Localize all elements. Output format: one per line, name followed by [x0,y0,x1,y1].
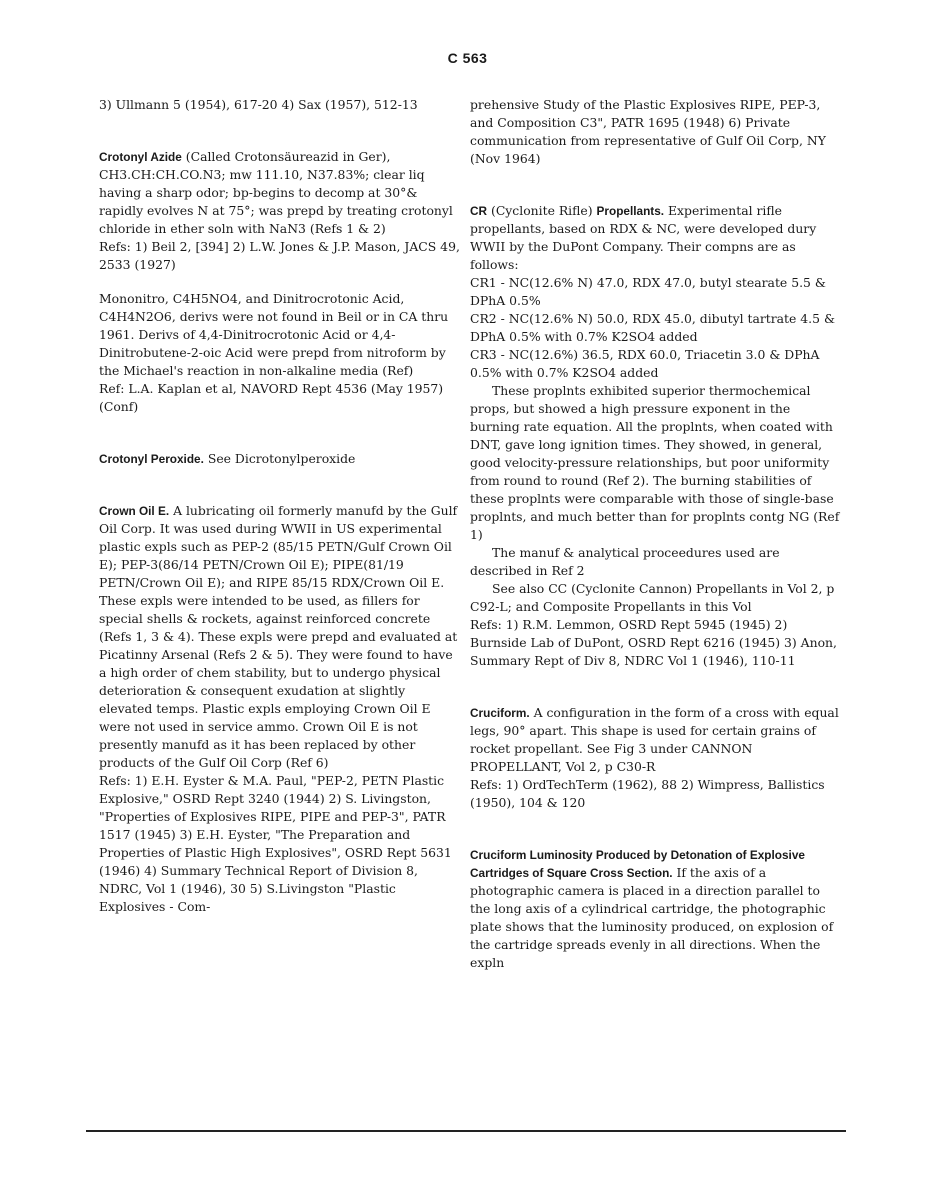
entry-title: Cruciform. [470,706,530,720]
entry-refs: Refs: 1) E.H. Eyster & M.A. Paul, "PEP-2, PETN Plastic Explosive," OSRD Rept 3240 (1944) 2) S. Livingston, "Properties of Explosives RIPE, PIPE and PEP-3", PATR 1517 (1945) 3) E.H. Eyster, "The Preparation and Properties of Plastic High Explosives", OSRD Rept 5631 (1946) 4) Summary Technical Report of Division 8, NDRC, Vol 1 (1946), 30 5) S.Livingston "Plastic Explosives - Com- [99,773,452,914]
entry-title: Propellants. [596,204,665,218]
composition-cr1: CR1 - NC(12.6% N) 47.0, RDX 47.0, butyl stearate 5.5 & DPhA 0.5% [470,275,826,308]
entry-text: A configuration in the form of a cross with equal legs, 90° apart. This shape is used for certain grains of rocket propellant. See Fig 3 under CANNON PROPELLANT, Vol 2, p C30-R [470,705,839,774]
entry-title: Cruciform Luminosity Produced by Detonation of Explosive Cartridges of Square Cross Section. [470,848,805,880]
page-number: C 563 [447,50,488,66]
footer-rule [86,1130,846,1132]
left-continuation-text: 3) Ullmann 5 (1954), 617-20 4) Sax (1957), 512-13 [99,97,418,112]
left-column [99,96,461,916]
composition-cr3: CR3 - NC(12.6%) 36.5, RDX 60.0, Triacetin 3.0 & DPhA 0.5% with 0.7% K2SO4 added [470,347,820,380]
composition-cr2: CR2 - NC(12.6% N) 50.0, RDX 45.0, dibutyl tartrate 4.5 & DPhA 0.5% with 0.7% K2SO4 added [470,311,835,344]
entry-paragraph: See also CC (Cyclonite Cannon) Propellants in Vol 2, p C92-L; and Composite Propellants in this Vol [470,581,835,614]
entry-cruciform [470,704,842,776]
entry-refs: Ref: L.A. Kaplan et al, NAVORD Rept 4536 (May 1957) (Conf) [99,381,444,414]
entry-text: (Cyclonite Rifle) [487,203,597,218]
entry-text: CH3.CH:CH.CO.N3; mw 111.10, N37.83%; clear liq having a sharp odor; bp-begins to decomp at 30°& rapidly evolves N at 75°; was prepd by treating crotonyl chloride in ether soln with NaN3 (Refs 1 & 2) [99,167,453,236]
right-column [470,96,842,972]
entry-refs: Refs: 1) OrdTechTerm (1962), 88 2) Wimpress, Ballistics (1950), 104 & 120 [470,777,825,810]
entry-mononitro: Mononitro, C4H5NO4, and Dinitrocrotonic Acid, C4H4N2O6, derivs were not found in Beil or in CA thru 1961. Derivs of 4,4-Dinitrocrotonic Acid or 4,4-Dinitrobutene-2-oic Acid were prepd from nitroform by the Michael's reaction in non-alkaline media (Ref) [99,291,449,378]
entry-refs: Refs: 1) Beil 2, [394] 2) L.W. Jones & J.P. Mason, JACS 49, 2533 (1927) [99,239,460,272]
entry-text: Experimental rifle propellants, based on RDX & NC, were developed dury WWII by the DuPont Company. Their compns are as follows: [470,203,817,272]
entry-cruciform-luminosity [470,846,842,972]
entry-text: If the axis of a photographic camera is placed in a direction parallel to the long axis of a cylindrical cartridge, the photographic plate shows that the luminosity produced, on explosion of the cartridge spreads evenly in all directions. When the expln [470,865,834,970]
entry-paragraph: The manuf & analytical proceedures used are described in Ref 2 [470,545,780,578]
entry-crotonyl-azide [99,148,461,166]
entry-title: Crotonyl Azide [99,150,182,164]
entry-paragraph: These proplnts exhibited superior thermochemical props, but showed a high pressure exponent in the burning rate equation. All the proplnts, when coated with DNT, gave long ignition times. They showed, in general, good velocity-pressure relationships, but poor uniformity from round to round (Ref 2). The burning stabilities of these proplnts were comparable with those of single-base proplnts, and much better than for proplnts contg NG (Ref 1) [470,383,840,542]
right-continuation-text: prehensive Study of the Plastic Explosives RIPE, PEP-3, and Composition C3", PATR 1695 (1948) 6) Private communication from representative of Gulf Oil Corp, NY (Nov 1964) [470,97,826,166]
entry-title: CR [470,204,488,218]
entry-cr-propellants [470,202,842,274]
entry-text: See Dicrotonylperoxide [203,451,356,466]
entry-text: (Called Crotonsäureazid in Ger), [181,149,391,164]
entry-title: Crown Oil E. [99,504,170,518]
entry-refs: Refs: 1) R.M. Lemmon, OSRD Rept 5945 (1945) 2) Burnside Lab of DuPont, OSRD Rept 6216 (1945) 3) Anon, Summary Rept of Div 8, NDRC Vol 1 (1946), 110-11 [470,617,837,668]
entry-crotonyl-peroxide [99,450,461,468]
entry-crown-oil [99,502,461,772]
entry-text: A lubricating oil formerly manufd by the Gulf Oil Corp. It was used during WWII in US experimental plastic expls such as PEP-2 (85/15 PETN/Gulf Crown Oil E); PEP-3(86/14 PETN/Crown Oil E); PIPE(81/19 PETN/Crown Oil E); and RIPE 85/15 RDX/Crown Oil E. These expls were intended to be used, as fillers for special shells & rockets, against reinforced concrete (Refs 1, 3 & 4). These expls were prepd and evaluated at Picatinny Arsenal (Refs 2 & 5). They were found to have a high order of chem stability, but to undergo physical deterioration & consequent exudation at slightly elevated temps. Plastic expls employing Crown Oil E were not used in service ammo. Crown Oil E is not presently manufd as it has been replaced by other products of the Gulf Oil Corp (Ref 6) [99,503,458,770]
entry-title: Crotonyl Peroxide. [99,452,204,466]
